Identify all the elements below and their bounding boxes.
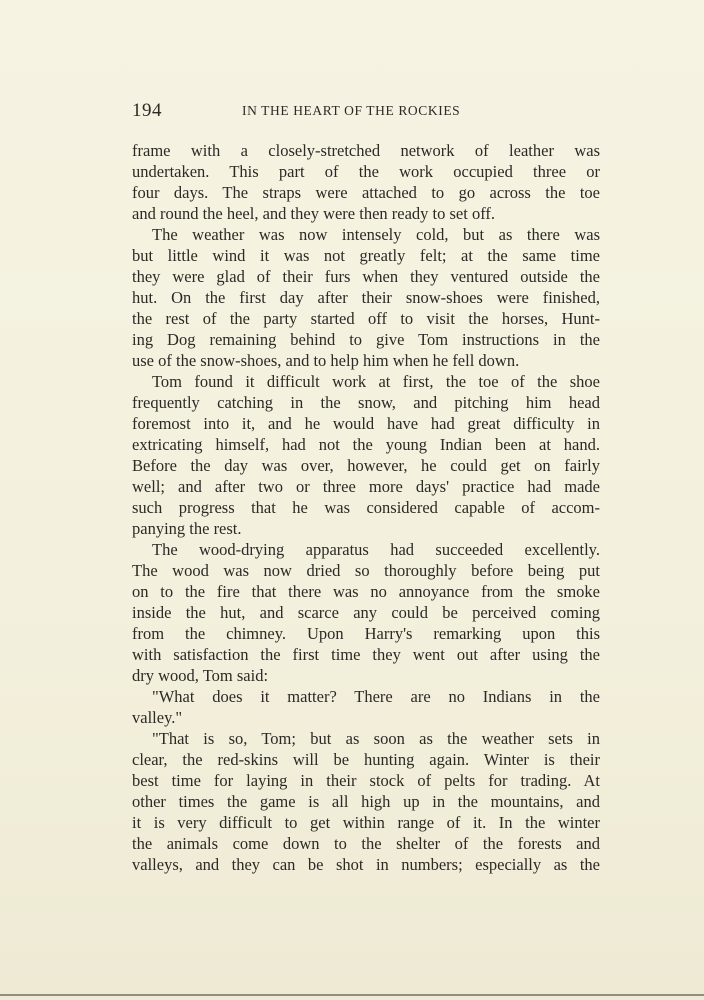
text-line: The weather was now intensely cold, but as there was (152, 225, 600, 244)
text-line: foremost into it, and he would have had great difficulty in (132, 414, 600, 433)
text-line: well; and after two or three more days' practice had made (132, 477, 600, 496)
page-number: 194 (132, 100, 162, 121)
text-line: "That is so, Tom; but as soon as the weather sets in (152, 729, 600, 748)
text-line: best time for laying in their stock of pelts for trading. At (132, 771, 600, 790)
text-line: panying the rest. (132, 519, 242, 538)
text-line: the animals come down to the shelter of the forests and (132, 834, 600, 853)
text-line: such progress that he was considered capable of accom- (132, 498, 600, 517)
text-line: but little wind it was not greatly felt; at the same time (132, 246, 600, 265)
scan-edge-line (0, 994, 704, 996)
text-line: frequently catching in the snow, and pitching him head (132, 393, 600, 412)
text-line: they were glad of their furs when they ventured outside the (132, 267, 600, 286)
text-line: with satisfaction the first time they went out after using the (132, 645, 600, 664)
text-line: it is very difficult to get within range of it. In the winter (132, 813, 600, 832)
text-line: inside the hut, and scarce any could be perceived coming (132, 603, 600, 622)
text-line: clear, the red-skins will be hunting again. Winter is their (132, 750, 600, 769)
text-line: Tom found it difficult work at first, the toe of the shoe (152, 372, 600, 391)
text-line: on to the fire that there was no annoyance from the smoke (132, 582, 600, 601)
text-line: the rest of the party started off to visit the horses, Hunt- (132, 309, 600, 328)
text-line: valley." (132, 708, 183, 727)
text-line: The wood was now dried so thoroughly before being put (132, 561, 600, 580)
text-line: dry wood, Tom said: (132, 666, 269, 685)
text-line: "What does it matter? There are no Indians in the (152, 687, 600, 706)
text-line: undertaken. This part of the work occupied three or (132, 162, 600, 181)
text-line: four days. The straps were attached to go across the toe (132, 183, 600, 202)
text-line: use of the snow-shoes, and to help him when he fell down. (132, 351, 520, 370)
text-line: from the chimney. Upon Harry's remarking upon this (132, 624, 600, 643)
text-line: other times the game is all high up in the mountains, and (132, 792, 600, 811)
page-header (132, 100, 600, 126)
text-line: The wood-drying apparatus had succeeded excellently. (152, 540, 600, 559)
text-line: hut. On the first day after their snow-shoes were finished, (132, 288, 600, 307)
running-head: IN THE HEART OF THE ROCKIES (242, 103, 461, 118)
text-line: frame with a closely-stretched network of leather was (132, 141, 600, 160)
text-line: ing Dog remaining behind to give Tom instructions in the (132, 330, 600, 349)
text-line: Before the day was over, however, he could get on fairly (132, 456, 600, 475)
text-line: and round the heel, and they were then ready to set off. (132, 204, 496, 223)
text-line: extricating himself, had not the young Indian been at hand. (132, 435, 600, 454)
body-text (132, 140, 600, 875)
text-line: valleys, and they can be shot in numbers; especially as the (132, 855, 600, 874)
